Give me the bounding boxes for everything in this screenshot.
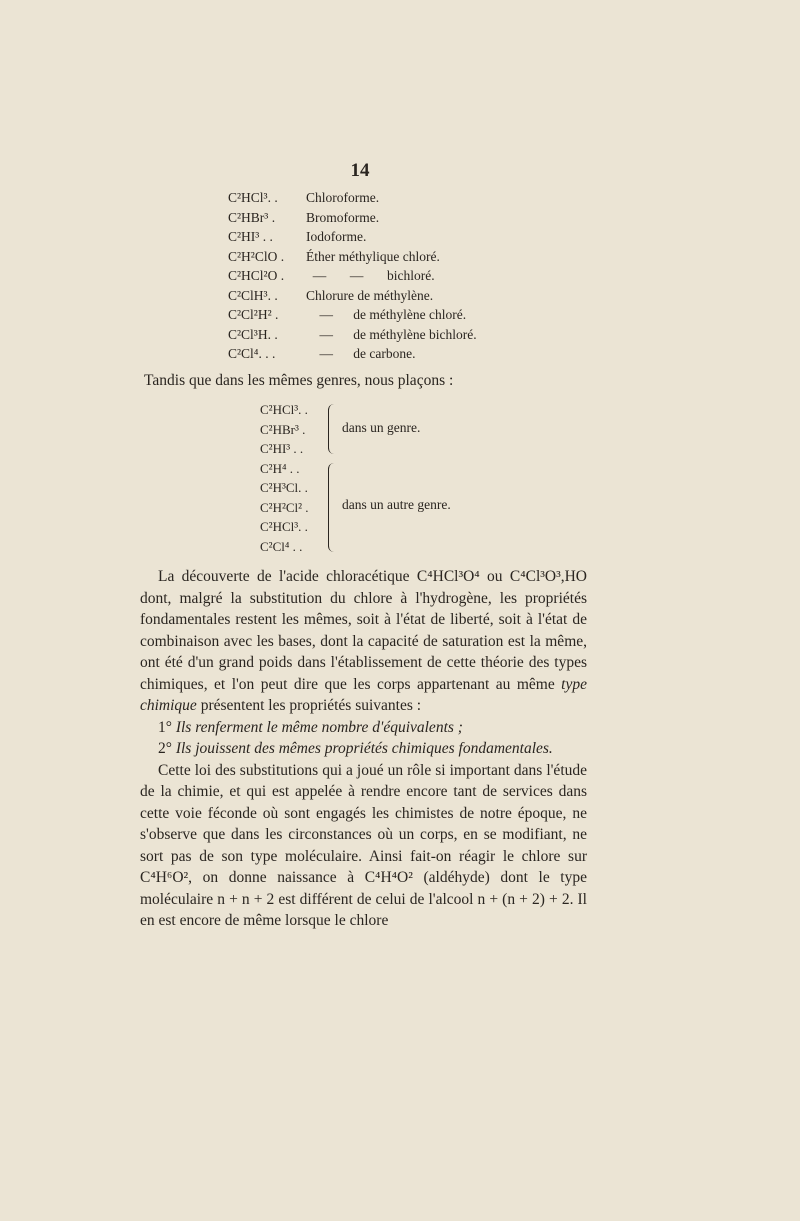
table-row [228, 266, 477, 286]
item-text: Ils renferment le même nombre d'équivalents ; [175, 718, 463, 736]
table-row [228, 286, 477, 306]
group-one [260, 400, 421, 459]
item-number: 1° [158, 718, 172, 736]
body-text [140, 566, 587, 932]
group-formula: C²H⁴ . . [260, 460, 300, 476]
table-row [228, 247, 477, 267]
compound-name: Chloroforme. [306, 190, 380, 205]
group-label: dans un genre. [342, 420, 421, 435]
intro-line: Tandis que dans les mêmes genres, nous plaçons : [144, 372, 454, 389]
formula-groups [260, 400, 451, 556]
item-number: 2° [158, 740, 172, 757]
compound-name: Iodoforme. [306, 229, 367, 244]
formula: C²Cl³H. . [228, 326, 278, 342]
group-formula: C²H³Cl. . [260, 480, 308, 495]
formula: C²Cl⁴. . . [228, 346, 276, 361]
italic-term: type chimique [140, 675, 587, 714]
compound-name: Éther méthylique chloré. [306, 248, 440, 264]
table-row [228, 325, 477, 345]
group-formula: C²HCl³. . [260, 402, 308, 417]
formula: C²HCl³. . [228, 190, 278, 205]
formula: C²H²ClO . [228, 248, 285, 264]
table-row [228, 208, 477, 228]
formula: C²Cl²H² . [228, 307, 279, 322]
compound-name: Bromoforme. [306, 209, 380, 225]
formula: C²HCl²O . [228, 268, 285, 283]
compound-name: — — bichloré. [306, 268, 435, 283]
paragraph [140, 566, 587, 717]
list-item [140, 738, 587, 760]
formula: C²HI³ . . [228, 229, 273, 244]
formula: C²HBr³ . [228, 209, 276, 225]
table-row [228, 305, 477, 325]
paragraph: Cette loi des substitutions qui a joué un rôle si important dans l'étude de la chimie, et qui est appelée à rendre encore tant de services dans cette voie féconde où sont engagés les chimistes de notre époque, ne s'observe que dans les circonstances où un corps, en se modifiant, ne sort pas de son type moléculaire. Ainsi fait-on réagir le chlore sur C⁴H⁶O², on donne naissance à C⁴H⁴O² (aldéhyde) dont le type moléculaire n + n + 2 est différent de celui de l'alcool n + (n + 2) + 2. Il en est encore de même lorsque le chlore [140, 761, 587, 929]
group-formula: C²HBr³ . [260, 421, 306, 437]
page-number: 14 [350, 160, 370, 181]
brace [328, 463, 335, 552]
group-formula: C²Cl⁴ . . [260, 538, 303, 554]
formula: C²ClH³. . [228, 287, 278, 303]
table-row [228, 188, 477, 208]
group-two [260, 459, 451, 557]
compound-name: — de méthylène bichloré. [306, 326, 477, 342]
compound-name: — de carbone. [306, 346, 416, 361]
list-item [140, 717, 587, 739]
paragraph-text: La découverte de l'acide chloracétique C⁴HCl³O⁴ ou C⁴Cl³O³,HO dont, malgré la substitution du chlore à l'hydrogène, les propriétés fondamentales restent les mêmes, soit à l'état de liberté, soit à l'état de combinaison avec les bases, dont la capacité de saturation est la même, ont été d'un grand poids dans l'établissement de cette théorie des types chimiques, et l'on peut dire que les corps appartenant au même [140, 568, 587, 693]
group-formula: C²HCl³. . [260, 519, 308, 534]
group-formula: C²HI³ . . [260, 441, 304, 456]
group-label: dans un autre genre. [342, 496, 451, 512]
item-text: Ils jouissent des mêmes propriétés chimiques fondamentales. [175, 740, 553, 757]
group-formula: C²H²Cl² . [260, 499, 309, 515]
compound-name: — de méthylène chloré. [306, 307, 467, 322]
table-row [228, 344, 477, 364]
compound-table [228, 188, 477, 364]
compound-name: Chlorure de méthylène. [306, 287, 434, 303]
paragraph-text: présentent les propriétés suivantes : [196, 697, 422, 714]
brace [328, 404, 335, 454]
table-row [228, 227, 477, 247]
